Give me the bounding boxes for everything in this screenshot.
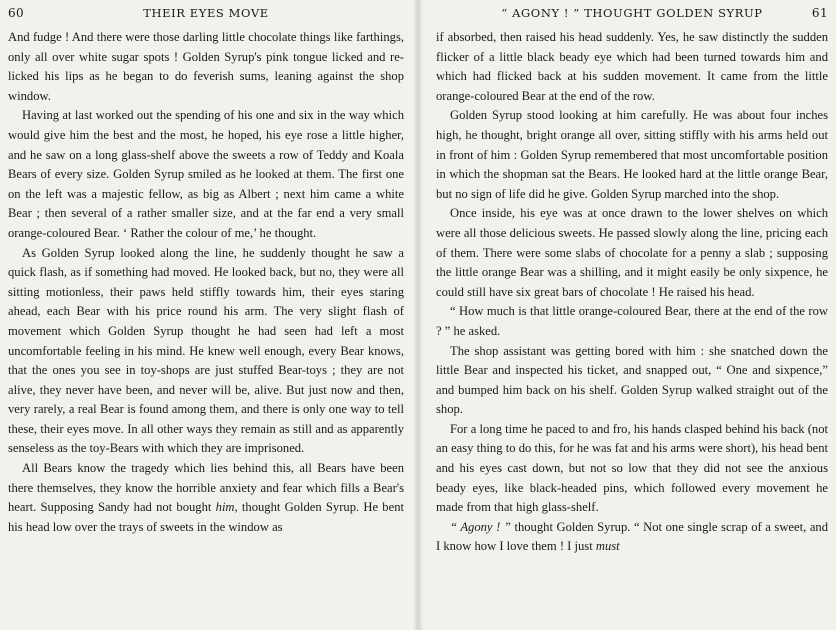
left-running-title: THEIR EYES MOVE	[143, 6, 269, 20]
paragraph: As Golden Syrup looked along the line, he suddenly thought he saw a quick flash, as if something had moved. He looked back, but no, they were all sitting motionless, their paws held stiffly towards him, their eyes staring ahead, each Bear with his price round his arm. The very slight flash of movement which Golden Syrup thought he had seen had left a most uncomfortable feeling in his mind. He knew well enough, every Bear knows, that the ones you see in toy-shops are just stuffed Bear-toys ; they are not alive, they never have been, and never will be, alive. But just now and then, very rarely, a real Bear is found among them, and there is only one way to tell these, their eyes move. In all other ways they remain as still and as apparently senseless as the toy-Bears with which they are imprisoned.	[8, 245, 404, 456]
italic-text: must	[595, 539, 620, 554]
paragraph: if absorbed, then raised his head suddenly. Yes, he saw distinctly the sudden flicker of a little black beady eye which had been turned towards him and which had flicked back at his sudden movement. It came from the little orange-coloured Bear at the end of the row.	[436, 30, 828, 103]
left-page-body	[8, 28, 404, 537]
paragraph: Once inside, his eye was at once drawn to the lower shelves on which were all those delicious sweets. He passed slowly along the line, pricing each of them. There were some slabs of chocolate for a penny a slab ; supposing the little orange Bear was a shilling, and it might easily be only sixpence, he could still have six great bars of chocolate ! He raised his head.	[436, 206, 828, 299]
book-gutter	[413, 0, 423, 630]
paragraph: For a long time he paced to and fro, his hands clasped behind his back (not an easy thing to do this, for he was fat and his arms were short), his head bent and his eyes cast down, but not so low that they did not see the anxious beady eyes, like black-headed pins, which followed every movement he made from that high glass-shelf.	[436, 421, 828, 515]
paragraph	[8, 459, 404, 537]
right-running-head	[436, 6, 828, 24]
paragraph: Golden Syrup stood looking at him carefully. He was about four inches high, he thought, bright orange all over, sitting stiffly with his arms held out in front of him : Golden Syrup remembered that most uncomfortable position in which the shopman sat the Bears. He looked hard at the little orange Bear, but no sign of life did he give. Golden Syrup marched into the shop.	[436, 108, 828, 201]
left-page-number: 60	[8, 6, 25, 20]
right-running-title: “ AGONY ! ” THOUGHT GOLDEN SYRUP	[501, 6, 763, 20]
paragraph: Having at last worked out the spending of his one and six in the way which would give him the best and the most, he hoped, his eye rose a little higher, and he saw on a long glass-shelf above the sweets a row of Teddy and Koala Bears of every size. Golden Syrup smiled as he looked at them. The first one on the left was a majestic fellow, as big as Albert ; next him came a white Bear ; then several of a rather smaller size, and at the far end a very small orange-coloured Bear. ‘ Rather the colour of me,’ he thought.	[8, 108, 404, 240]
paragraph: “ How much is that little orange-coloured Bear, there at the end of the row ? ” he asked.	[436, 304, 828, 338]
paragraph	[436, 518, 828, 557]
left-running-head	[8, 6, 404, 24]
paragraph: And fudge ! And there were those darling little chocolate things like farthings, only all over white sugar spots ! Golden Syrup's pink tongue licked and re-licked his lips as he began to do feverish sums, leaning against the shop window.	[8, 30, 404, 103]
right-page	[418, 0, 836, 630]
right-page-number: 61	[811, 6, 828, 20]
right-page-body	[436, 28, 828, 557]
paragraph-text: , thought Golden Syrup. He bent his head low over the trays of sweets in the window as	[8, 500, 404, 534]
italic-text: “ Agony ! ”	[450, 519, 511, 534]
paragraph-text: thought Golden Syrup. “ Not one single scrap of a sweet, and I know how I love them ! I just	[436, 519, 829, 554]
paragraph-text: All Bears know the tragedy which lies behind this, all Bears have been there themselves, they know the horrible anxiety and fear which fills a Bear's heart. Supposing Sandy had not bought	[8, 461, 404, 515]
italic-text: him	[215, 500, 235, 515]
paragraph: The shop assistant was getting bored with him : she snatched down the little Bear and inspected his ticket, and snapped out, “ One and sixpence,” and bumped him back on his shelf. Golden Syrup walked straight out of the shop.	[436, 343, 828, 417]
